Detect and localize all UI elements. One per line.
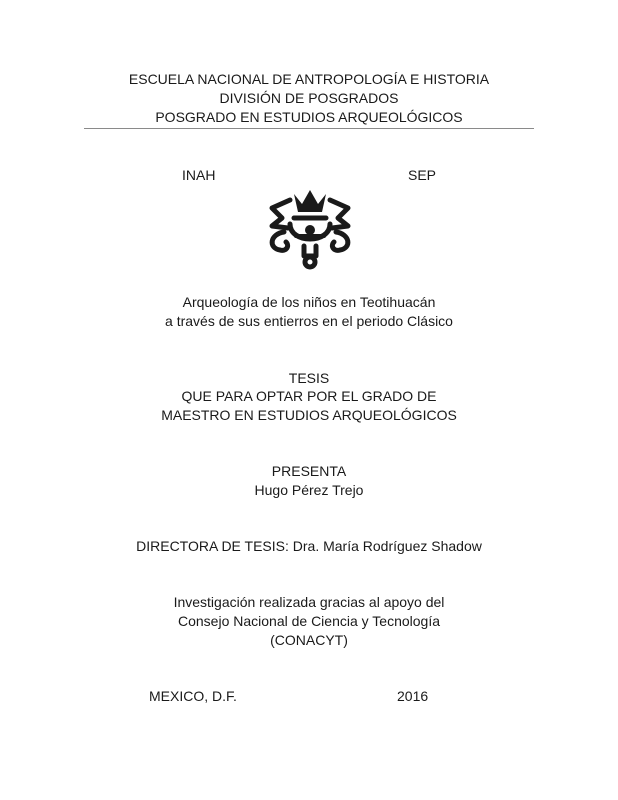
funding-line3: (CONACYT) (270, 632, 348, 648)
header-school: ESCUELA NACIONAL DE ANTROPOLOGÍA E HISTORIA (128, 71, 490, 87)
institution-sep: SEP (408, 167, 437, 183)
footer-place: MEXICO, D.F. (149, 688, 237, 704)
footer-year: 2016 (397, 688, 429, 704)
presenter-label: PRESENTA (271, 463, 347, 479)
degree-line3: MAESTRO EN ESTUDIOS ARQUEOLÓGICOS (161, 407, 457, 423)
thesis-title-line1: Arqueología de los niños en Teotihuacán (182, 294, 436, 310)
funding-line1: Investigación realizada gracias al apoyo del (173, 594, 445, 610)
inah-glyph-icon (264, 186, 356, 272)
degree-line2: QUE PARA OPTAR POR EL GRADO DE (181, 388, 437, 404)
funding-line2: Consejo Nacional de Ciencia y Tecnología (177, 613, 440, 629)
thesis-title-line2: a través de sus entierros en el periodo Clásico (165, 313, 453, 329)
institution-inah: INAH (182, 167, 216, 183)
header-division: DIVISIÓN DE POSGRADOS (219, 90, 399, 106)
presenter-name: Hugo Pérez Trejo (254, 482, 364, 498)
thesis-director: DIRECTORA DE TESIS: Dra. María Rodríguez Shadow (136, 538, 482, 554)
header-program: POSGRADO EN ESTUDIOS ARQUEOLÓGICOS (155, 109, 463, 125)
degree-line1: TESIS (288, 370, 330, 386)
header-rule (84, 128, 534, 129)
